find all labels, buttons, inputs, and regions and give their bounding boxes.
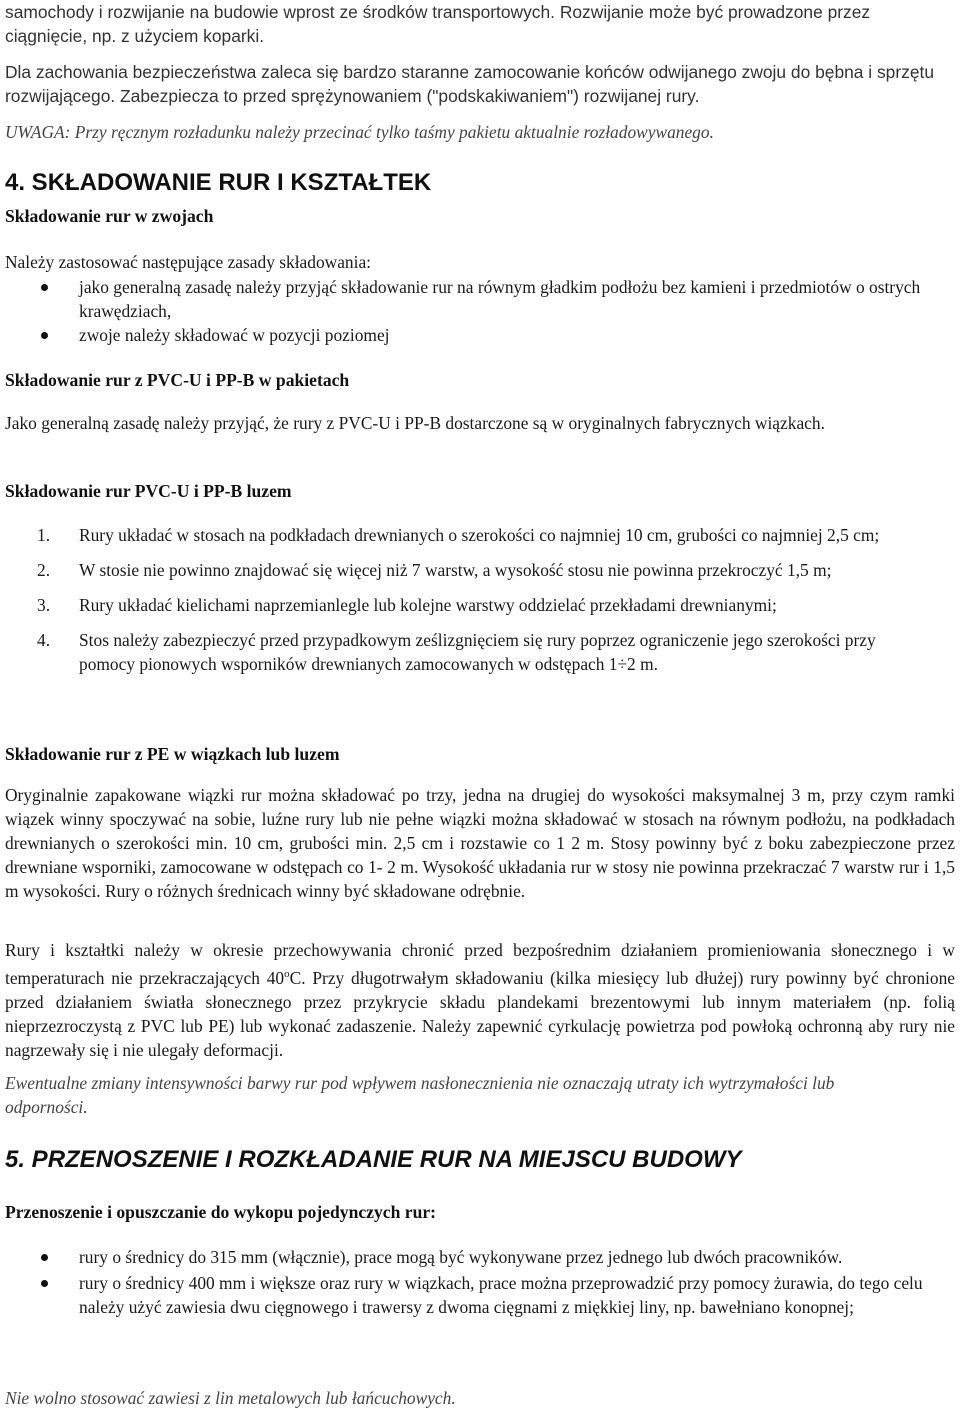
intro-line: samochody i rozwijanie na budowie wprost ze środków transportowych. Rozwijanie może być prowadzone przez ciągnięcie, np. z użyciem koparki. (5, 2, 871, 46)
list-item: jako generalną zasadę należy przyjąć składowanie rur na równym gładkim podłożu bez kamieni i przedmiotów o ostrych krawędziach, (5, 275, 955, 323)
loose-numbered-list (5, 523, 955, 676)
sub-heading-pe: Składowanie rur z PE w wiązkach lub luzem (5, 744, 340, 764)
coils-intro: Należy zastosować następujące zasady składowania: (5, 252, 372, 272)
intro-paragraph: Dla zachowania bezpieczeństwa zaleca się bardzo staranne zamocowanie końców odwijanego zwoju do bębna i sprzętu rozwijającego. Zabezpiecza to przed sprężynowaniem ("podskakiwaniem") rozwijanej rury. (5, 62, 935, 106)
list-item: 3. Rury układać kielichami naprzemianlegle lub kolejne warstwy oddzielać przekładami drewnianymi; (37, 595, 777, 615)
packets-text: Jako generalną zasadę należy przyjąć, że rury z PVC-U i PP-B dostarczone są w oryginalnych fabrycznych wiązkach. (5, 413, 825, 433)
list-item: 4. Stos należy zabezpieczyć przed przypadkowym ześlizgnięciem się rury poprzez ograniczenie jego szerokości przy pomocy pionowych wsporników drewnianych zamocowanych w odstępach 1÷2 m. (37, 630, 876, 674)
sub-heading-lowering: Przenoszenie i opuszczanie do wykopu pojedynczych rur: (5, 1202, 437, 1222)
pe-paragraph-1: Oryginalnie zapakowane wiązki rur można składować po trzy, jedna na drugiej do wysokości maksymalnej 3 m, przy czym ramki wiązek winny spoczywać na sobie, luźne rury lub nie pełne wiązki można składować w stosach na równym podłożu, na podkładach drewnianych o szerokości min. 10 cm, grubości min. 2,5 cm i rozstawie co 1 2 m. Stosy powinny być z boku zabezpieczone przez drewniane wsporniki, zamocowane w odstępach co 1- 2 m. Wysokość układania rur w stosy nie powinna przekraczać 7 warstw rur i 1,5 m wysokości. Rury o różnych średnicach winny być składowane odrębnie. (5, 785, 955, 901)
pe-paragraph-2: Rury i kształtki należy w okresie przechowywania chronić przed bezpośrednim działaniem promieniowania słonecznego i w temperaturach nie przekraczających 40$^o$C. Przy długotrwałym składowaniu (kilka miesięcy lub dłużej) rury powinny być chronione przed działaniem światła słonecznego przez przykrycie składu plandekami brezentowymi lub innym materiałem (np. folią nieprzezroczystą z PVC lub PE) lub wykonać zadaszenie. Należy zapewnić cyrkulację powietrza pod powłoką ochronną aby rury nie nagrzewały się i nie ulegały deformacji. (5, 940, 956, 1060)
sub-heading-packets: Składowanie rur z PVC-U i PP-B w pakietach (5, 370, 350, 390)
list-item: rury o średnicy 400 mm i większe oraz rury w wiązkach, prace można przeprowadzić przy pomocy żurawia, do tego celu należy użyć zawiesia dwu cięgnowego i trawersy z dwoma cięgnami z miękkiej liny, np. bawełniano konopnej; (5, 1271, 955, 1319)
final-note: Nie wolno stosować zawiesi z lin metalowych lub łańcuchowych. (5, 1388, 456, 1408)
section-4-title: 4. SKŁADOWANIE RUR I KSZTAŁTEK (5, 169, 432, 196)
list-item: zwoje należy składować w pozycji poziomej (5, 323, 955, 347)
sub-heading-coils: Składowanie rur w zwojach (5, 206, 214, 226)
lowering-bullet-list (5, 1245, 955, 1319)
coils-bullet-list (5, 275, 955, 347)
list-item: 2. W stosie nie powinno znajdować się więcej niż 7 warstw, a wysokość stosu nie powinna przekroczyć 1,5 m; (37, 560, 832, 580)
list-item: rury o średnicy do 315 mm (włącznie), prace mogą być wykonywane przez jednego lub dwóch pracowników. (5, 1245, 955, 1269)
uwaga-note: UWAGA: Przy ręcznym rozładunku należy przecinać tylko taśmy pakietu aktualnie rozładowywanego. (5, 122, 714, 142)
section-5-title: 5. PRZENOSZENIE I ROZKŁADANIE RUR NA MIEJSCU BUDOWY (5, 1146, 742, 1173)
pe-note: Ewentualne zmiany intensywności barwy rur pod wpływem nasłonecznienia nie oznaczają utraty ich wytrzymałości lub odporności. (5, 1073, 835, 1117)
sub-heading-loose: Składowanie rur PVC-U i PP-B luzem (5, 481, 292, 501)
list-item: 1. Rury układać w stosach na podkładach drewnianych o szerokości co najmniej 10 cm, grubości co najmniej 2,5 cm; (37, 525, 880, 545)
